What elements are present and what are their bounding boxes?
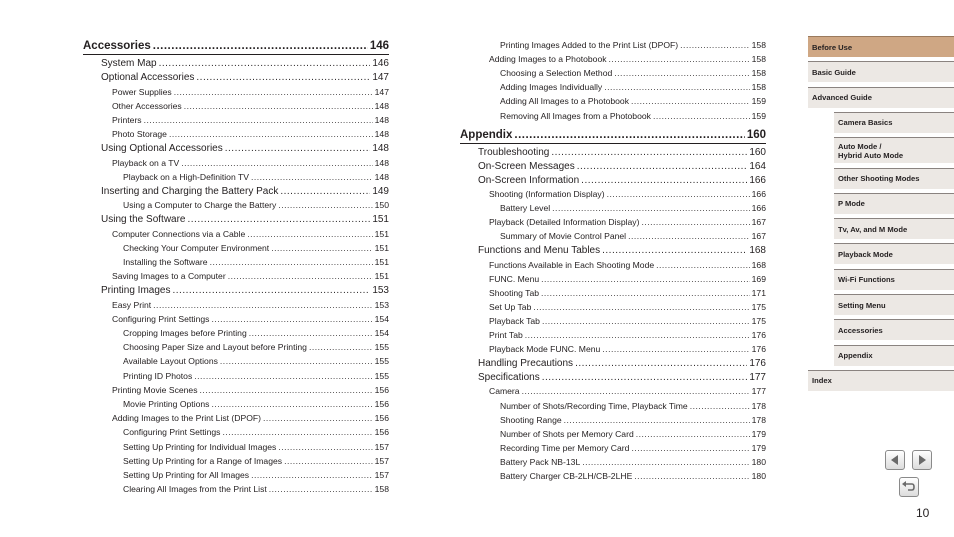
toc-entry-page: 168 [751,259,766,270]
toc-entry-title: Adding Images Individually [500,82,603,93]
dot-leader [609,54,750,64]
dot-leader [656,260,750,270]
toc-entry-page: 166 [751,189,766,199]
dot-leader [184,101,373,111]
sidebar-tab-label: Playback Mode [838,249,893,259]
toc-entry[interactable] [460,40,766,50]
toc-entry-page: 177 [749,372,766,384]
toc-entry-page: 176 [751,330,766,340]
toc-entry-page: 155 [374,342,389,353]
toc-entry-page: 153 [374,299,389,310]
sidebar-tab-label: Appendix [838,351,873,361]
sidebar-tab-other-shooting-modes[interactable] [834,168,954,189]
toc-entry-page: 177 [751,386,766,397]
dot-leader [271,243,372,253]
toc-entry-page: 179 [751,442,766,453]
sidebar-tab-playback-mode[interactable] [834,243,954,264]
toc-entry-title: Functions Available in Each Shooting Mode [489,259,655,270]
toc-entry-title: Recording Time per Memory Card [500,442,630,453]
toc-entry[interactable] [460,415,766,425]
toc-entry[interactable] [460,189,766,199]
toc-entry-title: Adding All Images to a Photobook [500,96,629,107]
toc-entry-title: Configuring Print Settings [123,427,221,438]
toc-entry-page: 151 [374,271,389,282]
sidebar-tab-label: Camera Basics [838,118,893,128]
dot-leader [196,72,370,83]
toc-entry[interactable] [460,401,766,411]
dot-leader [653,111,750,121]
toc-entry-page: 148 [374,157,389,168]
toc-entry-page: 148 [374,171,389,182]
dot-leader [641,217,749,227]
toc-entry-title: Playback Tab [489,315,540,326]
sidebar-nav [808,0,954,537]
dot-leader [634,471,749,481]
toc-entry-title: Shooting (Information Display) [489,189,605,199]
toc-entry-title: Appendix [460,128,513,141]
toc-entry-title: Playback Mode FUNC. Menu [489,344,601,355]
toc-entry-page: 176 [749,358,766,370]
dot-leader [211,314,372,324]
section-rule [460,143,766,144]
toc-entry[interactable] [460,96,766,106]
toc-entry[interactable] [460,68,766,78]
toc-entry[interactable] [460,386,766,396]
toc-entry-title: Movie Printing Options [123,399,210,409]
section-rule [83,54,389,55]
toc-entry-page: 164 [749,160,766,172]
toc-entry[interactable] [460,344,766,354]
toc-entry[interactable] [83,356,389,366]
toc-entry-page: 159 [751,110,766,121]
toc-entry-page: 168 [749,245,766,257]
toc-entry-page: 148 [372,143,389,155]
toc-entry-title: Printing Movie Scenes [112,384,198,395]
toc-entry-page: 159 [751,96,766,107]
toc-entry-title: Set Up Tab [489,301,532,312]
toc-entry-title: Optional Accessories [101,72,195,84]
dot-leader [533,302,749,312]
toc-entry-page: 171 [751,287,766,298]
toc-entry-title: Adding Images to a Photobook [489,54,607,65]
dot-leader [602,344,749,354]
sidebar-tab-label: Advanced Guide [812,93,872,103]
toc-entry[interactable] [460,288,766,298]
toc-entry[interactable] [83,129,389,139]
dot-leader [144,115,373,125]
toc-entry-page: 148 [374,100,389,111]
toc-entry-page: 151 [374,228,389,239]
dot-leader [225,143,371,154]
dot-leader [153,300,372,310]
sidebar-tab-p-mode[interactable] [834,193,954,214]
toc-entry[interactable] [460,111,766,121]
toc-entry-page: 148 [374,115,389,125]
toc-entry[interactable] [83,300,389,310]
triangle-left-icon [886,451,904,469]
dot-leader [575,358,747,369]
toc-entry[interactable] [83,328,389,338]
toc-entry[interactable] [460,316,766,326]
dot-leader [636,429,750,439]
sidebar-tab-tv-av-and-m-mode[interactable] [834,218,954,239]
dot-leader [604,82,749,92]
toc-entry-page: 148 [374,129,389,140]
toc-entry-title: Setting Up Printing for All Images [123,470,250,480]
dot-leader [690,401,750,411]
toc-entry-title: Shooting Range [500,414,562,425]
dot-leader [228,271,373,281]
dot-leader [220,356,373,366]
dot-leader [522,386,750,396]
toc-entry-title: Choosing a Selection Method [500,68,613,79]
dot-leader [247,229,372,239]
toc-entry[interactable] [460,203,766,213]
toc-entry-page: 155 [374,356,389,367]
toc-entry[interactable] [83,271,389,281]
previous-page-button[interactable] [885,450,905,470]
toc-entry-title: Installing the Software [123,257,208,267]
toc-entry-title: System Map [101,58,157,70]
return-arrow-icon [900,478,918,496]
toc-entry-page: 160 [749,146,766,158]
toc-entry[interactable] [460,54,766,64]
toc-entry-page: 146 [372,58,389,70]
dot-leader [552,203,749,213]
toc-entry[interactable] [83,371,389,381]
toc-entry-page: 160 [746,128,766,141]
toc-entry-page: 153 [372,285,389,297]
toc-entry[interactable] [460,372,766,383]
toc-entry-title: Battery Level [500,203,551,214]
toc-entry-page: 180 [751,471,766,481]
toc-entry[interactable] [83,385,389,395]
toc-entry[interactable] [83,243,389,253]
toc-entry-title: Inserting and Charging the Battery Pack [101,186,279,197]
toc-entry-page: 147 [374,86,389,97]
dot-leader [211,399,372,409]
toc-entry-title: Number of Shots/Recording Time, Playback Time [500,400,688,411]
dot-leader [278,442,372,452]
toc-entry-page: 169 [751,273,766,284]
toc-entry-page: 167 [751,231,766,242]
sidebar-tab-label: Setting Menu [838,300,886,310]
toc-entry-title: Battery Charger CB-2LH/CB-2LHE [500,471,633,481]
toc-entry-title: Number of Shots per Memory Card [500,428,634,439]
toc-entry-page: 151 [372,214,389,226]
toc-entry-title: Setting Up Printing for a Range of Images [123,455,283,466]
toc-entry[interactable] [83,427,389,437]
sidebar-tab-label: Tv, Av, and M Mode [838,224,908,234]
toc-entry-title: Print Tab [489,330,523,340]
toc-entry-title: Power Supplies [112,86,172,97]
toc-entry[interactable] [83,115,389,125]
toc-entry-page: 151 [374,242,389,253]
toc-entry[interactable] [83,484,389,494]
toc-entry-page: 176 [751,344,766,355]
sidebar-tab-accessories[interactable] [834,319,954,340]
toc-entry[interactable] [460,175,766,186]
dot-leader [222,427,372,437]
toc-entry[interactable] [83,413,389,423]
dot-leader [631,96,750,106]
toc-entry[interactable] [83,143,389,154]
toc-entry-page: 146 [369,40,389,52]
toc-entry-title: Battery Pack NB-13L [500,456,581,467]
dot-leader [631,443,749,453]
sidebar-tab-appendix[interactable] [834,345,954,366]
toc-section-heading[interactable] [83,40,389,52]
toc-entry[interactable] [460,245,766,256]
toc-entry-title: On-Screen Information [478,174,580,186]
toc-entry-title: Cropping Images before Printing [123,328,247,338]
toc-entry-title: Clearing All Images from the Print List [123,484,267,495]
toc-entry[interactable] [83,285,389,296]
next-page-button[interactable] [912,450,932,470]
toc-entry-page: 178 [751,414,766,425]
toc-entry[interactable] [83,200,389,210]
dot-leader [269,484,373,494]
toc-entry-title: On-Screen Messages [478,160,575,172]
toc-entry[interactable] [83,58,389,69]
toc-entry-page: 156 [374,384,389,395]
toc-entry-page: 180 [751,456,766,467]
sidebar-tab-label: Wi-Fi Functions [838,275,895,285]
dot-leader [159,58,371,69]
dot-leader [169,129,373,139]
sidebar-tab-label: Basic Guide [812,67,856,77]
toc-entry[interactable] [83,72,389,83]
toc-entry-page: 157 [374,441,389,452]
toc-section-heading[interactable] [460,129,766,141]
toc-entry[interactable] [83,214,389,225]
sidebar-tab-label: Auto Mode / Hybrid Auto Mode [838,141,904,160]
dot-leader [514,129,744,141]
sidebar-tab-label: Accessories [838,325,883,335]
dot-leader [188,214,371,225]
toc-entry-title: Saving Images to a Computer [112,271,226,282]
dot-leader [614,68,749,78]
toc-entry-title: Summary of Movie Control Panel [500,231,627,242]
toc-entry-title: Setting Up Printing for Individual Images [123,441,277,452]
toc-entry-title: Printing Images Added to the Print List (DPOF) [500,40,679,50]
dot-leader [249,328,373,338]
toc-entry-page: 150 [374,200,389,211]
toc-entry-page: 154 [374,328,389,338]
dot-leader [278,200,372,210]
sidebar-tab-label: Other Shooting Modes [838,174,920,183]
toc-entry-page: 158 [751,68,766,79]
sidebar-tab-basic-guide[interactable] [808,61,954,82]
dot-leader [607,189,750,199]
dot-leader [577,161,748,172]
toc-entry[interactable] [460,443,766,453]
sidebar-tab-label: P Mode [838,199,865,209]
toc-entry-title: Using Optional Accessories [101,143,223,155]
toc-entry[interactable] [460,457,766,467]
toc-entry[interactable] [460,231,766,241]
dot-leader [153,40,368,52]
toc-entry-title: Specifications [478,372,540,384]
toc-entry-page: 175 [751,301,766,312]
toc-entry[interactable] [460,330,766,340]
dot-leader [172,285,370,296]
toc-entry[interactable] [83,101,389,111]
toc-entry[interactable] [83,257,389,267]
dot-leader [284,456,373,466]
toc-entry[interactable] [460,217,766,227]
toc-entry-title: Computer Connections via a Cable [112,228,246,239]
sidebar-tab-label: Index [812,376,832,386]
return-button[interactable] [899,477,919,497]
dot-leader [564,415,750,425]
toc-entry-title: Easy Print [112,299,152,310]
dot-leader [581,175,747,186]
toc-entry-title: Adding Images to the Print List (DPOF) [112,413,262,424]
toc-entry[interactable] [460,302,766,312]
sidebar-tab-index[interactable] [808,370,954,391]
sidebar-tab-auto-mode-hybrid-auto-mode[interactable] [834,137,954,163]
toc-entry-page: 179 [751,428,766,439]
toc-entry-title: Checking Your Computer Environment [123,242,270,253]
dot-leader [680,40,749,50]
toc-entry[interactable] [83,172,389,182]
dot-leader [251,470,373,480]
toc-entry-title: Functions and Menu Tables [478,245,601,257]
dot-leader [174,87,373,97]
toc-entry[interactable] [460,147,766,158]
dot-leader [263,413,373,423]
dot-leader [200,385,373,395]
toc-entry-page: 167 [751,217,766,228]
toc-entry-page: 158 [374,484,389,495]
dot-leader [181,158,372,168]
dot-leader [251,172,373,182]
toc-entry-title: Using the Software [101,214,186,226]
toc-entry-title: Handling Precautions [478,358,574,370]
toc-entry-page: 154 [374,313,389,324]
toc-entry[interactable] [83,342,389,352]
toc-entry-title: Accessories [83,40,151,52]
dot-leader [551,147,747,158]
sidebar-tab-wi-fi-functions[interactable] [834,269,954,290]
dot-leader [602,245,747,256]
sidebar-tab-before-use[interactable] [808,36,954,57]
toc-entry-title: Playback on a High-Definition TV [123,171,249,182]
toc-entry-title: Available Layout Options [123,356,218,367]
toc-entry-page: 166 [751,203,766,214]
toc-entry-page: 158 [751,54,766,65]
page-number: 10 [916,506,930,520]
toc-entry-title: Troubleshooting [478,146,550,158]
dot-leader [628,231,750,241]
dot-leader [525,330,750,340]
toc-entry-page: 156 [374,427,389,438]
toc-entry[interactable] [83,314,389,324]
toc-entry-page: 157 [374,455,389,466]
toc-entry[interactable] [83,442,389,452]
toc-entry-title: Photo Storage [112,129,167,140]
toc-entry[interactable] [460,358,766,369]
toc-entry[interactable] [83,87,389,97]
toc-entry[interactable] [460,471,766,481]
toc-entry-title: Shooting Tab [489,287,540,298]
toc-entry[interactable] [83,399,389,409]
dot-leader [194,371,372,381]
dot-leader [542,372,748,383]
toc-entry-title: Playback on a TV [112,157,180,168]
sidebar-tab-label: Before Use [812,42,853,52]
toc-entry[interactable] [83,229,389,239]
toc-entry-title: Choosing Paper Size and Layout before Printing [123,342,307,353]
toc-entry-page: 147 [372,72,389,84]
triangle-right-icon [913,451,931,469]
sidebar-tab-camera-basics[interactable] [834,112,954,133]
sidebar-tab-setting-menu[interactable] [834,294,954,315]
toc-entry-title: Other Accessories [112,100,182,111]
toc-entry-page: 156 [374,399,389,409]
dot-leader [280,186,370,197]
toc-entry[interactable] [83,186,389,197]
toc-entry[interactable] [83,456,389,466]
dot-leader [210,257,373,267]
dot-leader [582,457,749,467]
toc-entry-page: 155 [374,370,389,381]
sidebar-tab-advanced-guide[interactable] [808,87,954,108]
toc-entry-page: 157 [374,470,389,480]
toc-entry[interactable] [83,158,389,168]
toc-entry-title: Removing All Images from a Photobook [500,110,651,121]
toc-entry-title: Configuring Print Settings [112,313,210,324]
toc-entry-page: 149 [372,186,389,197]
dot-leader [541,288,750,298]
toc-entry-title: FUNC. Menu [489,273,540,284]
toc-entry-title: Printing Images [101,285,171,297]
toc-entry-page: 158 [751,40,766,50]
dot-leader [309,342,373,352]
toc-entry-page: 151 [374,257,389,267]
toc-entry[interactable] [460,274,766,284]
toc-entry[interactable] [460,429,766,439]
toc-entry[interactable] [460,260,766,270]
dot-leader [541,274,750,284]
toc-entry-title: Playback (Detailed Information Display) [489,217,640,228]
toc-entry-title: Printing ID Photos [123,370,193,381]
toc-entry-page: 166 [749,174,766,186]
toc-entry[interactable] [460,82,766,92]
toc-entry-title: Using a Computer to Charge the Battery [123,200,277,211]
toc-entry-page: 156 [374,413,389,424]
toc-entry[interactable] [460,161,766,172]
dot-leader [542,316,750,326]
toc-entry[interactable] [83,470,389,480]
toc-entry-title: Camera [489,386,520,397]
toc-entry-page: 158 [751,82,766,93]
toc-entry-page: 178 [751,400,766,411]
toc-entry-title: Printers [112,115,142,125]
toc-entry-page: 175 [751,315,766,326]
